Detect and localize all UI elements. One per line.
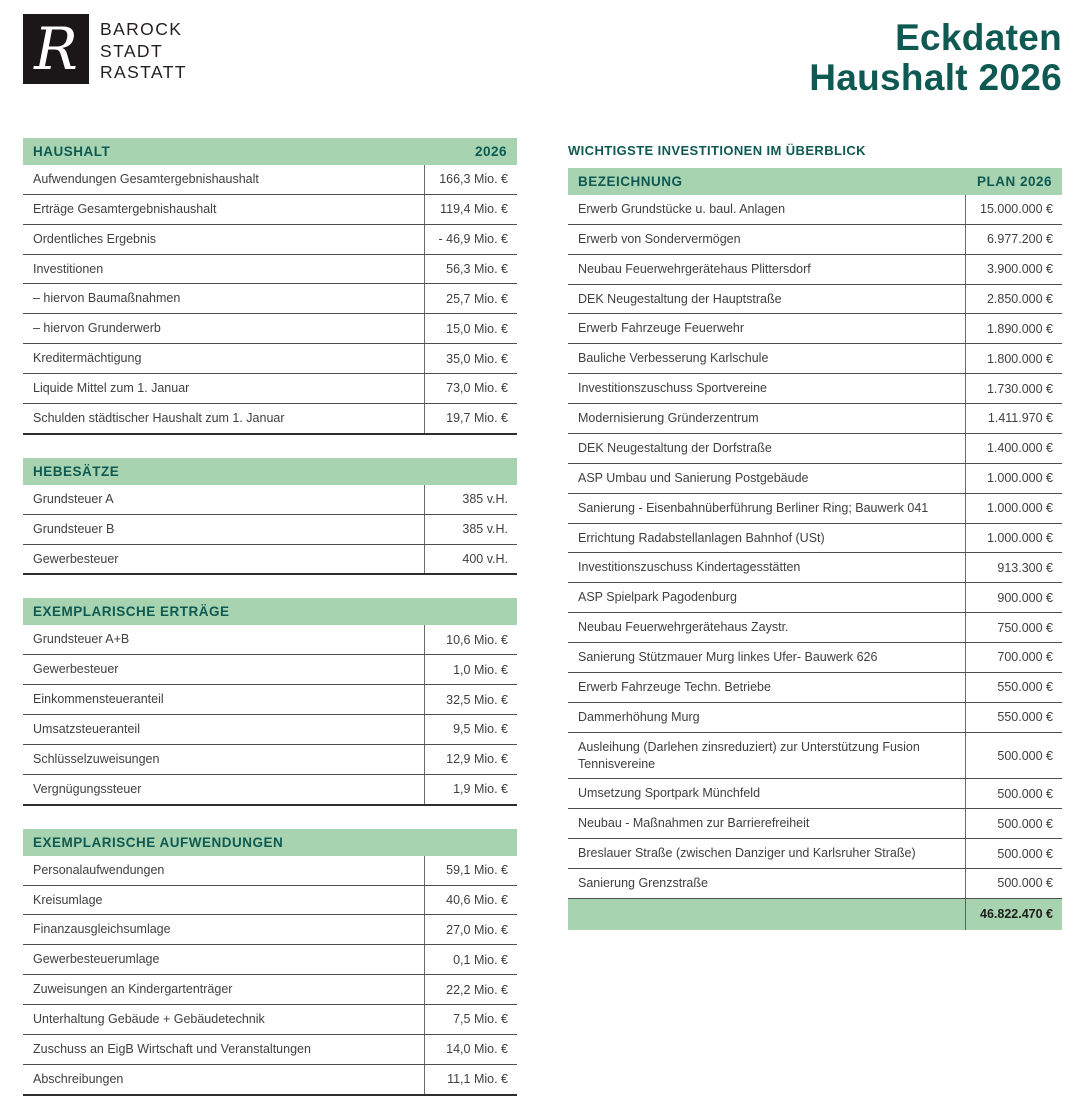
row-value: 500.000 € (965, 869, 1062, 898)
page-header (0, 0, 1085, 98)
row-label: DEK Neugestaltung der Hauptstraße (578, 291, 782, 306)
table-investments-body (568, 195, 1062, 899)
row-label: Personalaufwendungen (33, 862, 165, 877)
row-label: Vergnügungssteuer (33, 781, 142, 796)
row-label: – hiervon Grunderwerb (33, 321, 161, 336)
row-label: Schulden städtischer Haushalt zum 1. Januar (33, 410, 285, 425)
row-label: ASP Umbau und Sanierung Postgebäude (578, 470, 809, 485)
table-aufwendungen (23, 829, 517, 1096)
total-value: 46.822.470 € (965, 899, 1062, 930)
page-title-line-2: Haushalt 2026 (809, 56, 1062, 98)
table-aufwendungen-header (23, 829, 517, 856)
table-row (568, 374, 1062, 404)
row-label: Kreisumlage (33, 892, 103, 907)
table-row (568, 314, 1062, 344)
table-title: HAUSHALT (33, 143, 111, 159)
row-value: 3.900.000 € (965, 255, 1062, 284)
table-row (568, 255, 1062, 285)
table-row (23, 515, 517, 545)
row-value: 12,9 Mio. € (424, 745, 517, 774)
row-value: 550.000 € (965, 673, 1062, 702)
logo-line-3: RASTATT (100, 62, 187, 83)
row-label: Umsatzsteueranteil (33, 722, 140, 737)
table-row (568, 779, 1062, 809)
row-label: Erträge Gesamtergebnishaushalt (33, 201, 217, 216)
city-logo (23, 14, 187, 84)
row-value: 1.000.000 € (965, 464, 1062, 493)
row-label: Dammerhöhung Murg (578, 709, 700, 724)
table-haushalt-body (23, 165, 517, 433)
row-value: 19,7 Mio. € (424, 404, 517, 433)
page-title (809, 14, 1062, 98)
table-row (23, 975, 517, 1005)
row-value: 1.000.000 € (965, 524, 1062, 553)
row-value: 500.000 € (965, 779, 1062, 808)
logo-line-1: BAROCK (100, 19, 183, 39)
table-title: EXEMPLARISCHE AUFWENDUNGEN (33, 834, 284, 850)
row-value: 1.800.000 € (965, 344, 1062, 373)
table-row (23, 775, 517, 804)
row-label: Breslauer Straße (zwischen Danziger und Karlsruher Straße) (578, 846, 916, 861)
row-value: 73,0 Mio. € (424, 374, 517, 403)
table-row (568, 839, 1062, 869)
table-row (23, 715, 517, 745)
row-value: 2.850.000 € (965, 285, 1062, 314)
table-row (23, 404, 517, 433)
table-row (23, 374, 517, 404)
table-row (23, 856, 517, 886)
row-value: 550.000 € (965, 703, 1062, 732)
column-header-plan-2026: PLAN 2026 (976, 173, 1052, 189)
row-value: 32,5 Mio. € (424, 685, 517, 714)
row-label: Grundsteuer A (33, 491, 114, 506)
logo-line-2: STADT (100, 40, 164, 61)
row-value: 750.000 € (965, 613, 1062, 642)
table-row (568, 733, 1062, 780)
table-title-value: 2026 (474, 143, 507, 159)
row-label: Sanierung - Eisenbahnüberführung Berliner Ring; Bauwerk 041 (578, 500, 929, 515)
row-value: 1.890.000 € (965, 314, 1062, 343)
row-label: Investitionszuschuss Kindertagesstätten (578, 560, 801, 575)
table-row (23, 225, 517, 255)
left-column (23, 138, 517, 1119)
row-value: 1.000.000 € (965, 494, 1062, 523)
row-value: 56,3 Mio. € (424, 255, 517, 284)
row-value: 14,0 Mio. € (424, 1035, 517, 1064)
row-value: 119,4 Mio. € (424, 195, 517, 224)
table-row (23, 1005, 517, 1035)
row-label: Gewerbesteuer (33, 662, 119, 677)
row-value: 11,1 Mio. € (424, 1065, 517, 1094)
row-label: Gewerbesteuer (33, 551, 119, 566)
row-label: Investitionen (33, 261, 104, 276)
right-column (568, 138, 1062, 1119)
row-label: Kreditermächtigung (33, 351, 142, 366)
row-label: Erwerb Fahrzeuge Feuerwehr (578, 321, 745, 336)
row-label: Grundsteuer B (33, 521, 115, 536)
row-label: Einkommensteueranteil (33, 692, 164, 707)
table-ertraege (23, 598, 517, 805)
row-value: 500.000 € (965, 809, 1062, 838)
table-investments-header (568, 168, 1062, 195)
row-value: 1,0 Mio. € (424, 655, 517, 684)
row-value: 900.000 € (965, 583, 1062, 612)
total-row (568, 899, 1062, 930)
row-label: Unterhaltung Gebäude + Gebäudetechnik (33, 1012, 265, 1027)
table-row (568, 285, 1062, 315)
table-investments (568, 168, 1062, 930)
table-row (568, 464, 1062, 494)
content (0, 138, 1085, 1119)
table-title: EXEMPLARISCHE ERTRÄGE (33, 604, 230, 620)
row-value: 15.000.000 € (965, 195, 1062, 224)
table-row (23, 255, 517, 285)
table-row (568, 494, 1062, 524)
row-value: 9,5 Mio. € (424, 715, 517, 744)
table-row (23, 195, 517, 225)
table-row (568, 869, 1062, 899)
row-value: 400 v.H. (424, 545, 517, 574)
table-hebesaetze-body (23, 485, 517, 574)
table-row (23, 886, 517, 916)
row-value: 7,5 Mio. € (424, 1005, 517, 1034)
row-value: 22,2 Mio. € (424, 975, 517, 1004)
row-value: 385 v.H. (424, 515, 517, 544)
table-row (23, 284, 517, 314)
row-value: 35,0 Mio. € (424, 344, 517, 373)
row-label: Liquide Mittel zum 1. Januar (33, 381, 190, 396)
row-value: - 46,9 Mio. € (424, 225, 517, 254)
table-row (23, 655, 517, 685)
row-label: Abschreibungen (33, 1071, 124, 1086)
table-row (568, 434, 1062, 464)
row-value: 1.730.000 € (965, 374, 1062, 403)
row-label: ASP Spielpark Pagodenburg (578, 590, 737, 605)
table-row (23, 314, 517, 344)
row-value: 500.000 € (965, 733, 1062, 779)
table-title: HEBESÄTZE (33, 463, 120, 479)
table-row (568, 673, 1062, 703)
row-value: 27,0 Mio. € (424, 915, 517, 944)
row-label: Umsetzung Sportpark Münchfeld (578, 786, 761, 801)
table-row (23, 545, 517, 574)
table-row (568, 583, 1062, 613)
row-label: Gewerbesteuerumlage (33, 952, 160, 967)
table-ertraege-header (23, 598, 517, 625)
row-label: Finanzausgleichsumlage (33, 922, 171, 937)
row-label: Ordentliches Ergebnis (33, 231, 156, 246)
table-row (568, 643, 1062, 673)
logo-r-icon: R (23, 14, 89, 84)
row-label: Zuschuss an EigB Wirtschaft und Veranstaltungen (33, 1041, 311, 1056)
row-label: – hiervon Baumaßnahmen (33, 291, 181, 306)
table-row (23, 685, 517, 715)
row-value: 913.300 € (965, 553, 1062, 582)
row-label: Neubau - Maßnahmen zur Barrierefreiheit (578, 816, 810, 831)
row-label: Erwerb von Sondervermögen (578, 231, 741, 246)
row-label: Erwerb Grundstücke u. baul. Anlagen (578, 201, 786, 216)
row-label: Sanierung Grenzstraße (578, 876, 708, 891)
table-row (23, 745, 517, 775)
row-label: Ausleihung (Darlehen zinsreduziert) zur Unterstützung Fusion Tennisvereine (578, 739, 920, 771)
table-row (23, 1065, 517, 1094)
row-label: Neubau Feuerwehrgerätehaus Plittersdorf (578, 261, 811, 276)
row-value: 59,1 Mio. € (424, 856, 517, 885)
investments-heading: WICHTIGSTE INVESTITIONEN IM ÜBERBLICK (568, 142, 866, 158)
row-value: 6.977.200 € (965, 225, 1062, 254)
table-row (568, 404, 1062, 434)
row-label: Erwerb Fahrzeuge Techn. Betriebe (578, 679, 771, 694)
row-value: 25,7 Mio. € (424, 284, 517, 313)
table-hebesaetze-header (23, 458, 517, 485)
table-row (568, 195, 1062, 225)
row-value: 700.000 € (965, 643, 1062, 672)
table-ertraege-body (23, 625, 517, 803)
total-label (568, 899, 965, 930)
table-row (23, 915, 517, 945)
column-header-bezeichnung: BEZEICHNUNG (578, 173, 683, 189)
table-row (23, 344, 517, 374)
row-value: 40,6 Mio. € (424, 886, 517, 915)
table-haushalt-header (23, 138, 517, 165)
row-value: 1,9 Mio. € (424, 775, 517, 804)
table-row (23, 625, 517, 655)
row-value: 15,0 Mio. € (424, 314, 517, 343)
row-value: 1.400.000 € (965, 434, 1062, 463)
row-label: Bauliche Verbesserung Karlschule (578, 351, 769, 366)
row-label: Sanierung Stützmauer Murg linkes Ufer- Bauwerk 626 (578, 650, 878, 665)
logo-wordmark (100, 14, 187, 84)
page-title-line-1: Eckdaten (895, 17, 1062, 58)
table-row (568, 553, 1062, 583)
table-row (568, 809, 1062, 839)
row-label: Schlüsselzuweisungen (33, 751, 160, 766)
row-label: Modernisierung Gründerzentrum (578, 411, 759, 426)
row-value: 166,3 Mio. € (424, 165, 517, 194)
table-row (568, 344, 1062, 374)
row-label: Zuweisungen an Kindergartenträger (33, 982, 233, 997)
row-label: DEK Neugestaltung der Dorfstraße (578, 440, 772, 455)
table-row (23, 485, 517, 515)
table-row (568, 703, 1062, 733)
table-row (568, 613, 1062, 643)
row-label: Errichtung Radabstellanlagen Bahnhof (USt) (578, 530, 825, 545)
row-label: Investitionszuschuss Sportvereine (578, 381, 767, 396)
row-value: 500.000 € (965, 839, 1062, 868)
row-label: Aufwendungen Gesamtergebnishaushalt (33, 171, 259, 186)
table-row (23, 165, 517, 195)
row-value: 10,6 Mio. € (424, 625, 517, 654)
row-label: Grundsteuer A+B (33, 632, 130, 647)
table-hebesaetze (23, 458, 517, 576)
row-value: 0,1 Mio. € (424, 945, 517, 974)
table-row (23, 945, 517, 975)
row-value: 1.411.970 € (965, 404, 1062, 433)
table-haushalt (23, 138, 517, 435)
table-row (23, 1035, 517, 1065)
table-row (568, 524, 1062, 554)
row-label: Neubau Feuerwehrgerätehaus Zaystr. (578, 620, 789, 635)
table-aufwendungen-body (23, 856, 517, 1094)
table-row (568, 225, 1062, 255)
row-value: 385 v.H. (424, 485, 517, 514)
